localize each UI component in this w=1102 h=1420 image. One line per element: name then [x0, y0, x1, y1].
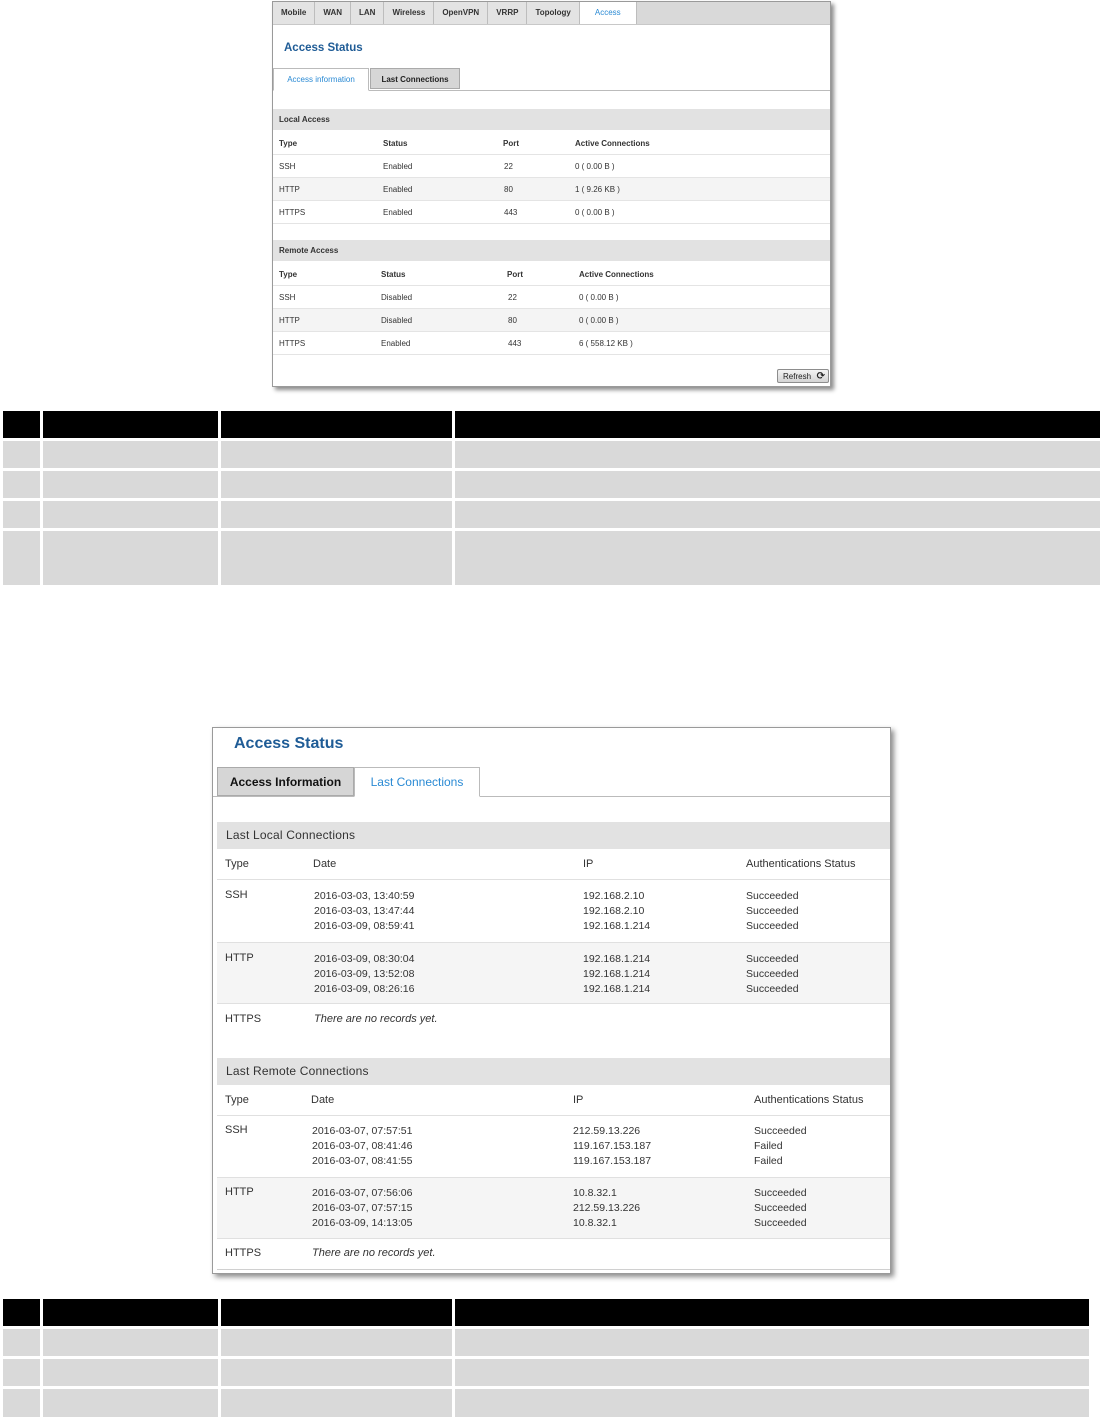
- ip-value: 119.167.153.187: [573, 1155, 652, 1167]
- last-connections-screenshot: [212, 727, 891, 1274]
- column-divider: [452, 1299, 455, 1417]
- nav-tab-lan[interactable]: LAN: [351, 2, 384, 24]
- cell-type: HTTPS: [225, 1013, 262, 1025]
- col-status: Status: [383, 139, 408, 148]
- remote-access-heading: Remote Access: [273, 240, 830, 261]
- table-row: [273, 201, 830, 224]
- cell-type: HTTPS: [279, 339, 306, 348]
- col-active-connections: Active Connections: [579, 270, 654, 279]
- cell-type: HTTP: [279, 316, 300, 325]
- cell-status: Disabled: [381, 293, 413, 302]
- tab-last-connections[interactable]: Last Connections: [354, 767, 480, 797]
- cell-active-connections: 0 ( 0.00 B ): [575, 208, 615, 217]
- col-status: Status: [381, 270, 406, 279]
- date-value: 2016-03-07, 07:57:51: [312, 1125, 413, 1137]
- refresh-label: Refresh: [783, 372, 812, 381]
- last-remote-connections-heading: Last Remote Connections: [217, 1058, 890, 1085]
- cell-port: 80: [508, 316, 517, 325]
- local-access-header-row: [273, 132, 830, 155]
- refresh-button[interactable]: [777, 369, 829, 383]
- cell-type: SSH: [225, 1124, 248, 1136]
- ip-value: 192.168.1.214: [583, 953, 651, 965]
- status-value: Succeeded: [754, 1187, 807, 1199]
- col-port: Port: [507, 270, 523, 279]
- ip-value: 192.168.1.214: [583, 920, 651, 932]
- nav-tab-openvpn[interactable]: OpenVPN: [434, 2, 488, 24]
- status-value: Succeeded: [746, 920, 799, 932]
- status-value: Succeeded: [746, 890, 799, 902]
- table-row: [273, 286, 830, 309]
- table-row: [273, 178, 830, 201]
- date-value: 2016-03-03, 13:40:59: [314, 890, 415, 902]
- cell-dates: [312, 1186, 412, 1231]
- footer-bar: [273, 367, 830, 386]
- cell-type: HTTP: [279, 185, 300, 194]
- cell-status: Enabled: [383, 185, 413, 194]
- cell-type: SSH: [225, 889, 248, 901]
- cell-active-connections: 0 ( 0.00 B ): [579, 293, 619, 302]
- table-row: [217, 1116, 890, 1178]
- cell-type: HTTPS: [279, 208, 306, 217]
- col-ip: IP: [583, 858, 594, 870]
- cell-dates: [312, 1124, 412, 1169]
- col-type: Type: [279, 139, 298, 148]
- cell-statuses: [746, 952, 799, 997]
- status-value: Succeeded: [746, 983, 799, 995]
- date-value: 2016-03-09, 13:52:08: [314, 968, 415, 980]
- cell-ips: [583, 952, 650, 997]
- table-header-row: [3, 411, 1100, 438]
- ip-value: 119.167.153.187: [573, 1140, 652, 1152]
- col-port: Port: [503, 139, 519, 148]
- ip-value: 10.8.32.1: [573, 1217, 617, 1229]
- no-records-note: There are no records yet.: [314, 1013, 438, 1025]
- nav-tab-vrrp[interactable]: VRRP: [488, 2, 527, 24]
- status-value: Succeeded: [754, 1217, 807, 1229]
- date-value: 2016-03-09, 08:30:04: [314, 953, 415, 965]
- table-row: [217, 880, 890, 943]
- col-auth-status: Authentications Status: [746, 858, 856, 870]
- table-row: [3, 501, 1100, 528]
- nav-tab-access[interactable]: Access: [580, 2, 637, 24]
- table-row: [217, 943, 890, 1004]
- cell-active-connections: 1 ( 9.26 KB ): [575, 185, 620, 194]
- table-header-row: [3, 1299, 1089, 1326]
- column-divider: [40, 411, 43, 585]
- column-divider: [218, 411, 221, 585]
- tab-access-information[interactable]: Access information: [273, 68, 369, 91]
- column-divider: [218, 1299, 221, 1417]
- table-row: [217, 1239, 890, 1270]
- date-value: 2016-03-07, 08:41:46: [312, 1140, 413, 1152]
- col-type: Type: [225, 1094, 249, 1106]
- cell-active-connections: 6 ( 558.12 KB ): [579, 339, 633, 348]
- ip-value: 192.168.2.10: [583, 905, 645, 917]
- cell-statuses: [754, 1124, 807, 1169]
- date-value: 2016-03-03, 13:47:44: [314, 905, 415, 917]
- table-row: [3, 441, 1100, 468]
- local-connections-header-row: [217, 849, 890, 880]
- table-row: [273, 309, 830, 332]
- date-value: 2016-03-07, 08:41:55: [312, 1155, 413, 1167]
- subtab-bar: [273, 68, 830, 91]
- document-table-2: [3, 1299, 1089, 1417]
- col-auth-status: Authentications Status: [754, 1094, 864, 1106]
- cell-dates: [314, 952, 414, 997]
- cell-statuses: [746, 889, 799, 934]
- cell-type: HTTPS: [225, 1247, 262, 1259]
- cell-statuses: [754, 1186, 807, 1231]
- nav-tab-wireless[interactable]: Wireless: [384, 2, 434, 24]
- table-row: [3, 531, 1100, 585]
- cell-type: SSH: [279, 293, 296, 302]
- cell-port: 443: [508, 339, 522, 348]
- col-active-connections: Active Connections: [575, 139, 650, 148]
- ip-value: 192.168.1.214: [583, 968, 651, 980]
- page-title: Access Status: [234, 735, 344, 752]
- status-value: Succeeded: [754, 1202, 807, 1214]
- cell-type: HTTP: [225, 952, 254, 964]
- column-divider: [452, 411, 455, 585]
- ip-value: 192.168.1.214: [583, 983, 651, 995]
- local-access-heading: Local Access: [273, 109, 830, 130]
- ip-value: 10.8.32.1: [573, 1187, 617, 1199]
- status-value: Succeeded: [754, 1125, 807, 1137]
- table-row: [217, 1004, 890, 1038]
- cell-active-connections: 0 ( 0.00 B ): [575, 162, 615, 171]
- date-value: 2016-03-07, 07:57:15: [312, 1202, 413, 1214]
- table-row: [217, 1178, 890, 1239]
- table-row: [273, 155, 830, 178]
- nav-tab-topology[interactable]: Topology: [527, 2, 579, 24]
- date-value: 2016-03-09, 08:59:41: [314, 920, 415, 932]
- cell-ips: [583, 889, 650, 934]
- column-divider: [40, 1299, 43, 1417]
- cell-port: 80: [504, 185, 513, 194]
- nav-tab-mobile[interactable]: Mobile: [273, 2, 315, 24]
- cell-status: Disabled: [381, 316, 413, 325]
- top-navigation: [273, 2, 830, 25]
- no-records-note: There are no records yet.: [312, 1247, 436, 1259]
- status-value: Succeeded: [746, 968, 799, 980]
- col-date: Date: [313, 858, 337, 870]
- status-value: Succeeded: [746, 905, 799, 917]
- col-date: Date: [311, 1094, 335, 1106]
- access-information-screenshot: [272, 1, 831, 387]
- cell-ips: [573, 1186, 640, 1231]
- document-table-1: [3, 411, 1100, 585]
- remote-access-header-row: [273, 263, 830, 286]
- status-value: Failed: [754, 1155, 783, 1167]
- ip-value: 192.168.2.10: [583, 890, 645, 902]
- status-value: Failed: [754, 1140, 783, 1152]
- remote-connections-header-row: [217, 1085, 890, 1116]
- date-value: 2016-03-07, 07:56:06: [312, 1187, 413, 1199]
- tab-access-information[interactable]: Access Information: [217, 767, 354, 796]
- ip-value: 212.59.13.226: [573, 1125, 641, 1137]
- cell-status: Enabled: [383, 208, 413, 217]
- cell-ips: [573, 1124, 651, 1169]
- col-ip: IP: [573, 1094, 584, 1106]
- table-row: [273, 332, 830, 355]
- page-title: Access Status: [284, 42, 363, 54]
- cell-port: 22: [508, 293, 517, 302]
- date-value: 2016-03-09, 08:26:16: [314, 983, 415, 995]
- cell-status: Enabled: [383, 162, 413, 171]
- tab-last-connections[interactable]: Last Connections: [370, 68, 460, 89]
- refresh-icon: ⟳: [816, 371, 825, 382]
- last-local-connections-heading: Last Local Connections: [217, 822, 890, 849]
- col-type: Type: [279, 270, 298, 279]
- table-row: [3, 1359, 1089, 1386]
- cell-active-connections: 0 ( 0.00 B ): [579, 316, 619, 325]
- table-row: [3, 1389, 1089, 1417]
- nav-tab-wan[interactable]: WAN: [315, 2, 351, 24]
- subtab-bar: [213, 765, 890, 797]
- ip-value: 212.59.13.226: [573, 1202, 641, 1214]
- cell-type: HTTP: [225, 1186, 254, 1198]
- cell-port: 443: [504, 208, 518, 217]
- cell-type: SSH: [279, 162, 296, 171]
- table-row: [3, 1329, 1089, 1356]
- col-type: Type: [225, 858, 249, 870]
- cell-dates: [314, 889, 414, 934]
- date-value: 2016-03-09, 14:13:05: [312, 1217, 413, 1229]
- cell-status: Enabled: [381, 339, 411, 348]
- cell-port: 22: [504, 162, 513, 171]
- status-value: Succeeded: [746, 953, 799, 965]
- table-row: [3, 471, 1100, 498]
